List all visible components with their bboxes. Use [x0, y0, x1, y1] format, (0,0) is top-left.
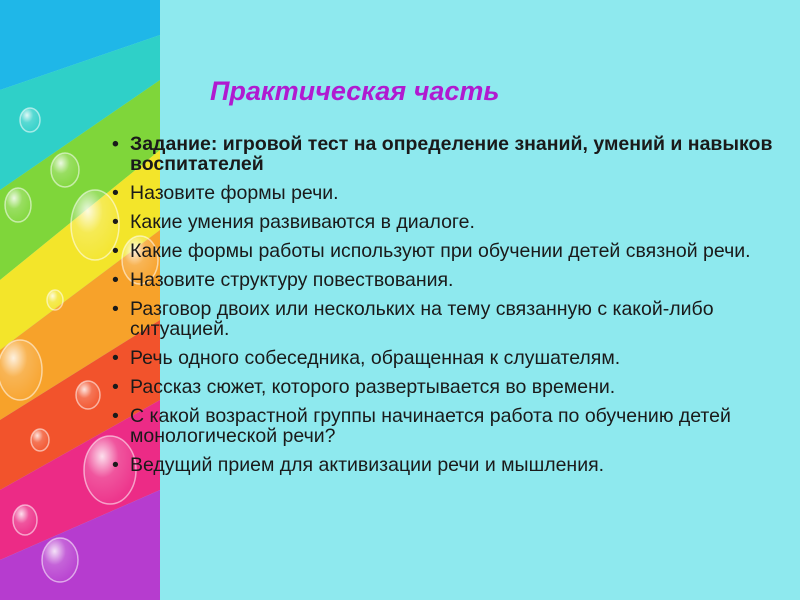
list-item: • Речь одного собеседника, обращенная к слушателям.	[108, 348, 788, 368]
list-item: • Какие формы работы используют при обучении детей связной речи.	[108, 241, 788, 261]
list-item: • Какие умения развиваются в диалоге.	[108, 212, 788, 232]
slide-title: Практическая часть	[210, 76, 500, 106]
list-item: • Назовите формы речи.	[108, 183, 788, 203]
list-item: • Рассказ сюжет, которого развертывается во времени.	[108, 377, 788, 397]
list-item: • Разговор двоих или нескольких на тему связанную с какой-либо ситуацией.	[108, 299, 788, 339]
list-item: • С какой возрастной группы начинается работа по обучению детей монологической речи?	[108, 406, 788, 446]
list-item-task: • Задание: игровой тест на определение знаний, умений и навыков воспитателей	[108, 134, 788, 174]
bullet-list	[108, 134, 788, 484]
list-item: • Назовите структуру повествования.	[108, 270, 788, 290]
list-item: • Ведущий прием для активизации речи и мышления.	[108, 455, 788, 475]
